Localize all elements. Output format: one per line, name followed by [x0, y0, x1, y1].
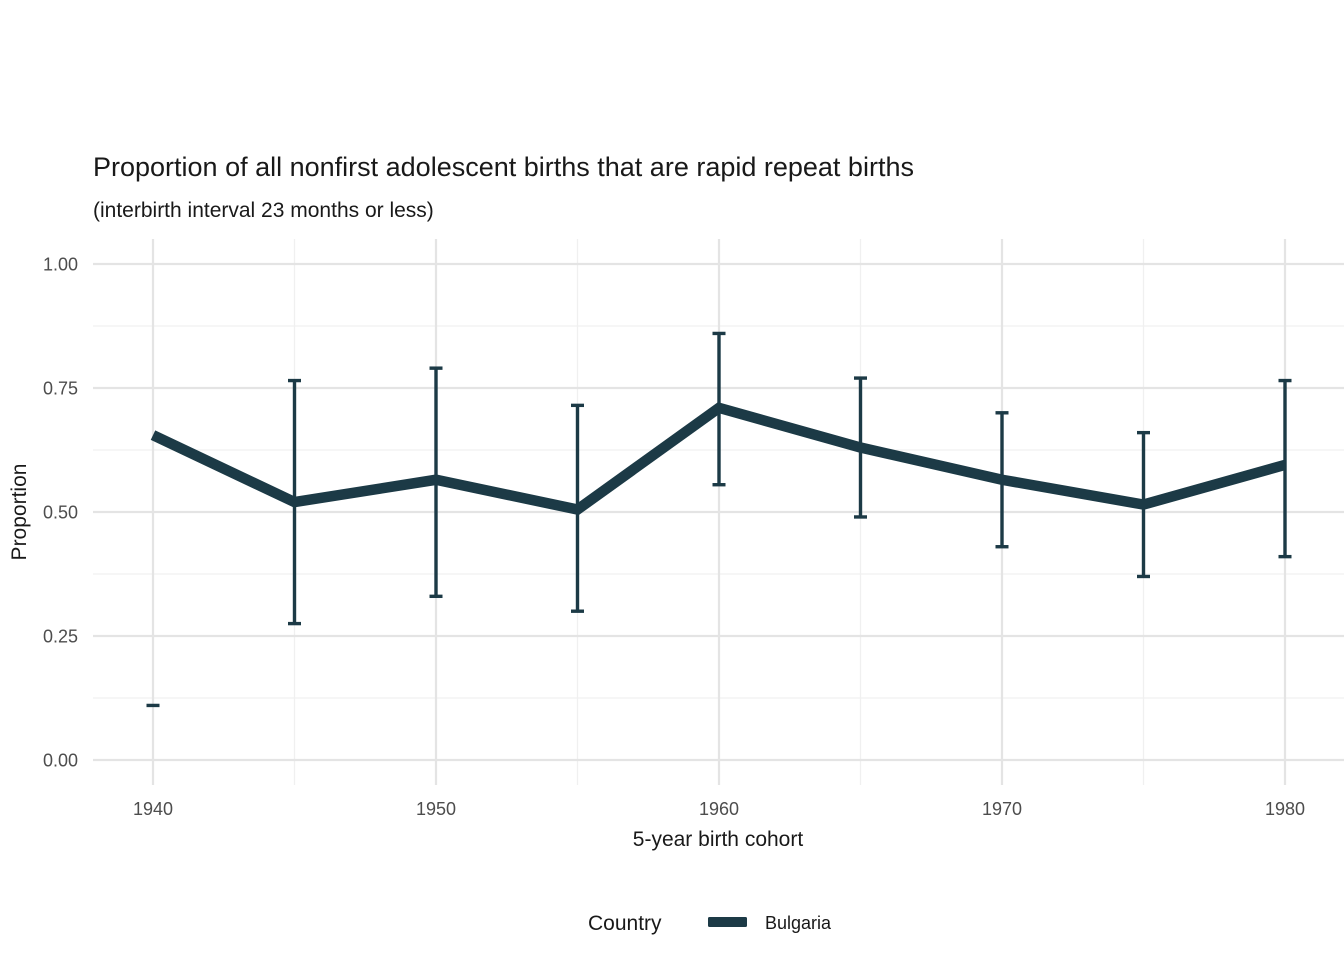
x-tick-label: 1950: [415, 799, 457, 819]
y-tick-label: 0.50: [42, 502, 78, 523]
grid-layer: [93, 239, 1344, 785]
x-tick-label: 1940: [132, 799, 174, 819]
y-tick-label: 1.00: [42, 254, 78, 275]
legend-swatch-line: [708, 917, 747, 927]
legend: [588, 912, 832, 935]
legend-title: Country: [588, 912, 662, 935]
tick-layer: [43, 255, 1305, 820]
x-axis-title: 5-year birth cohort: [632, 828, 804, 851]
chart-title: Proportion of all nonfirst adolescent births that are rapid repeat births: [93, 152, 914, 182]
y-tick-label: 0.25: [42, 626, 78, 647]
x-tick-label: 1980: [1264, 799, 1306, 819]
y-tick-label: 0.00: [42, 750, 78, 771]
y-tick-label: 0.75: [42, 378, 78, 399]
legend-label: Bulgaria: [765, 913, 832, 933]
y-axis-title: Proportion: [8, 463, 31, 561]
x-tick-label: 1970: [981, 799, 1023, 819]
chart-subtitle: (interbirth interval 23 months or less): [93, 199, 434, 222]
x-tick-label: 1960: [698, 799, 740, 819]
